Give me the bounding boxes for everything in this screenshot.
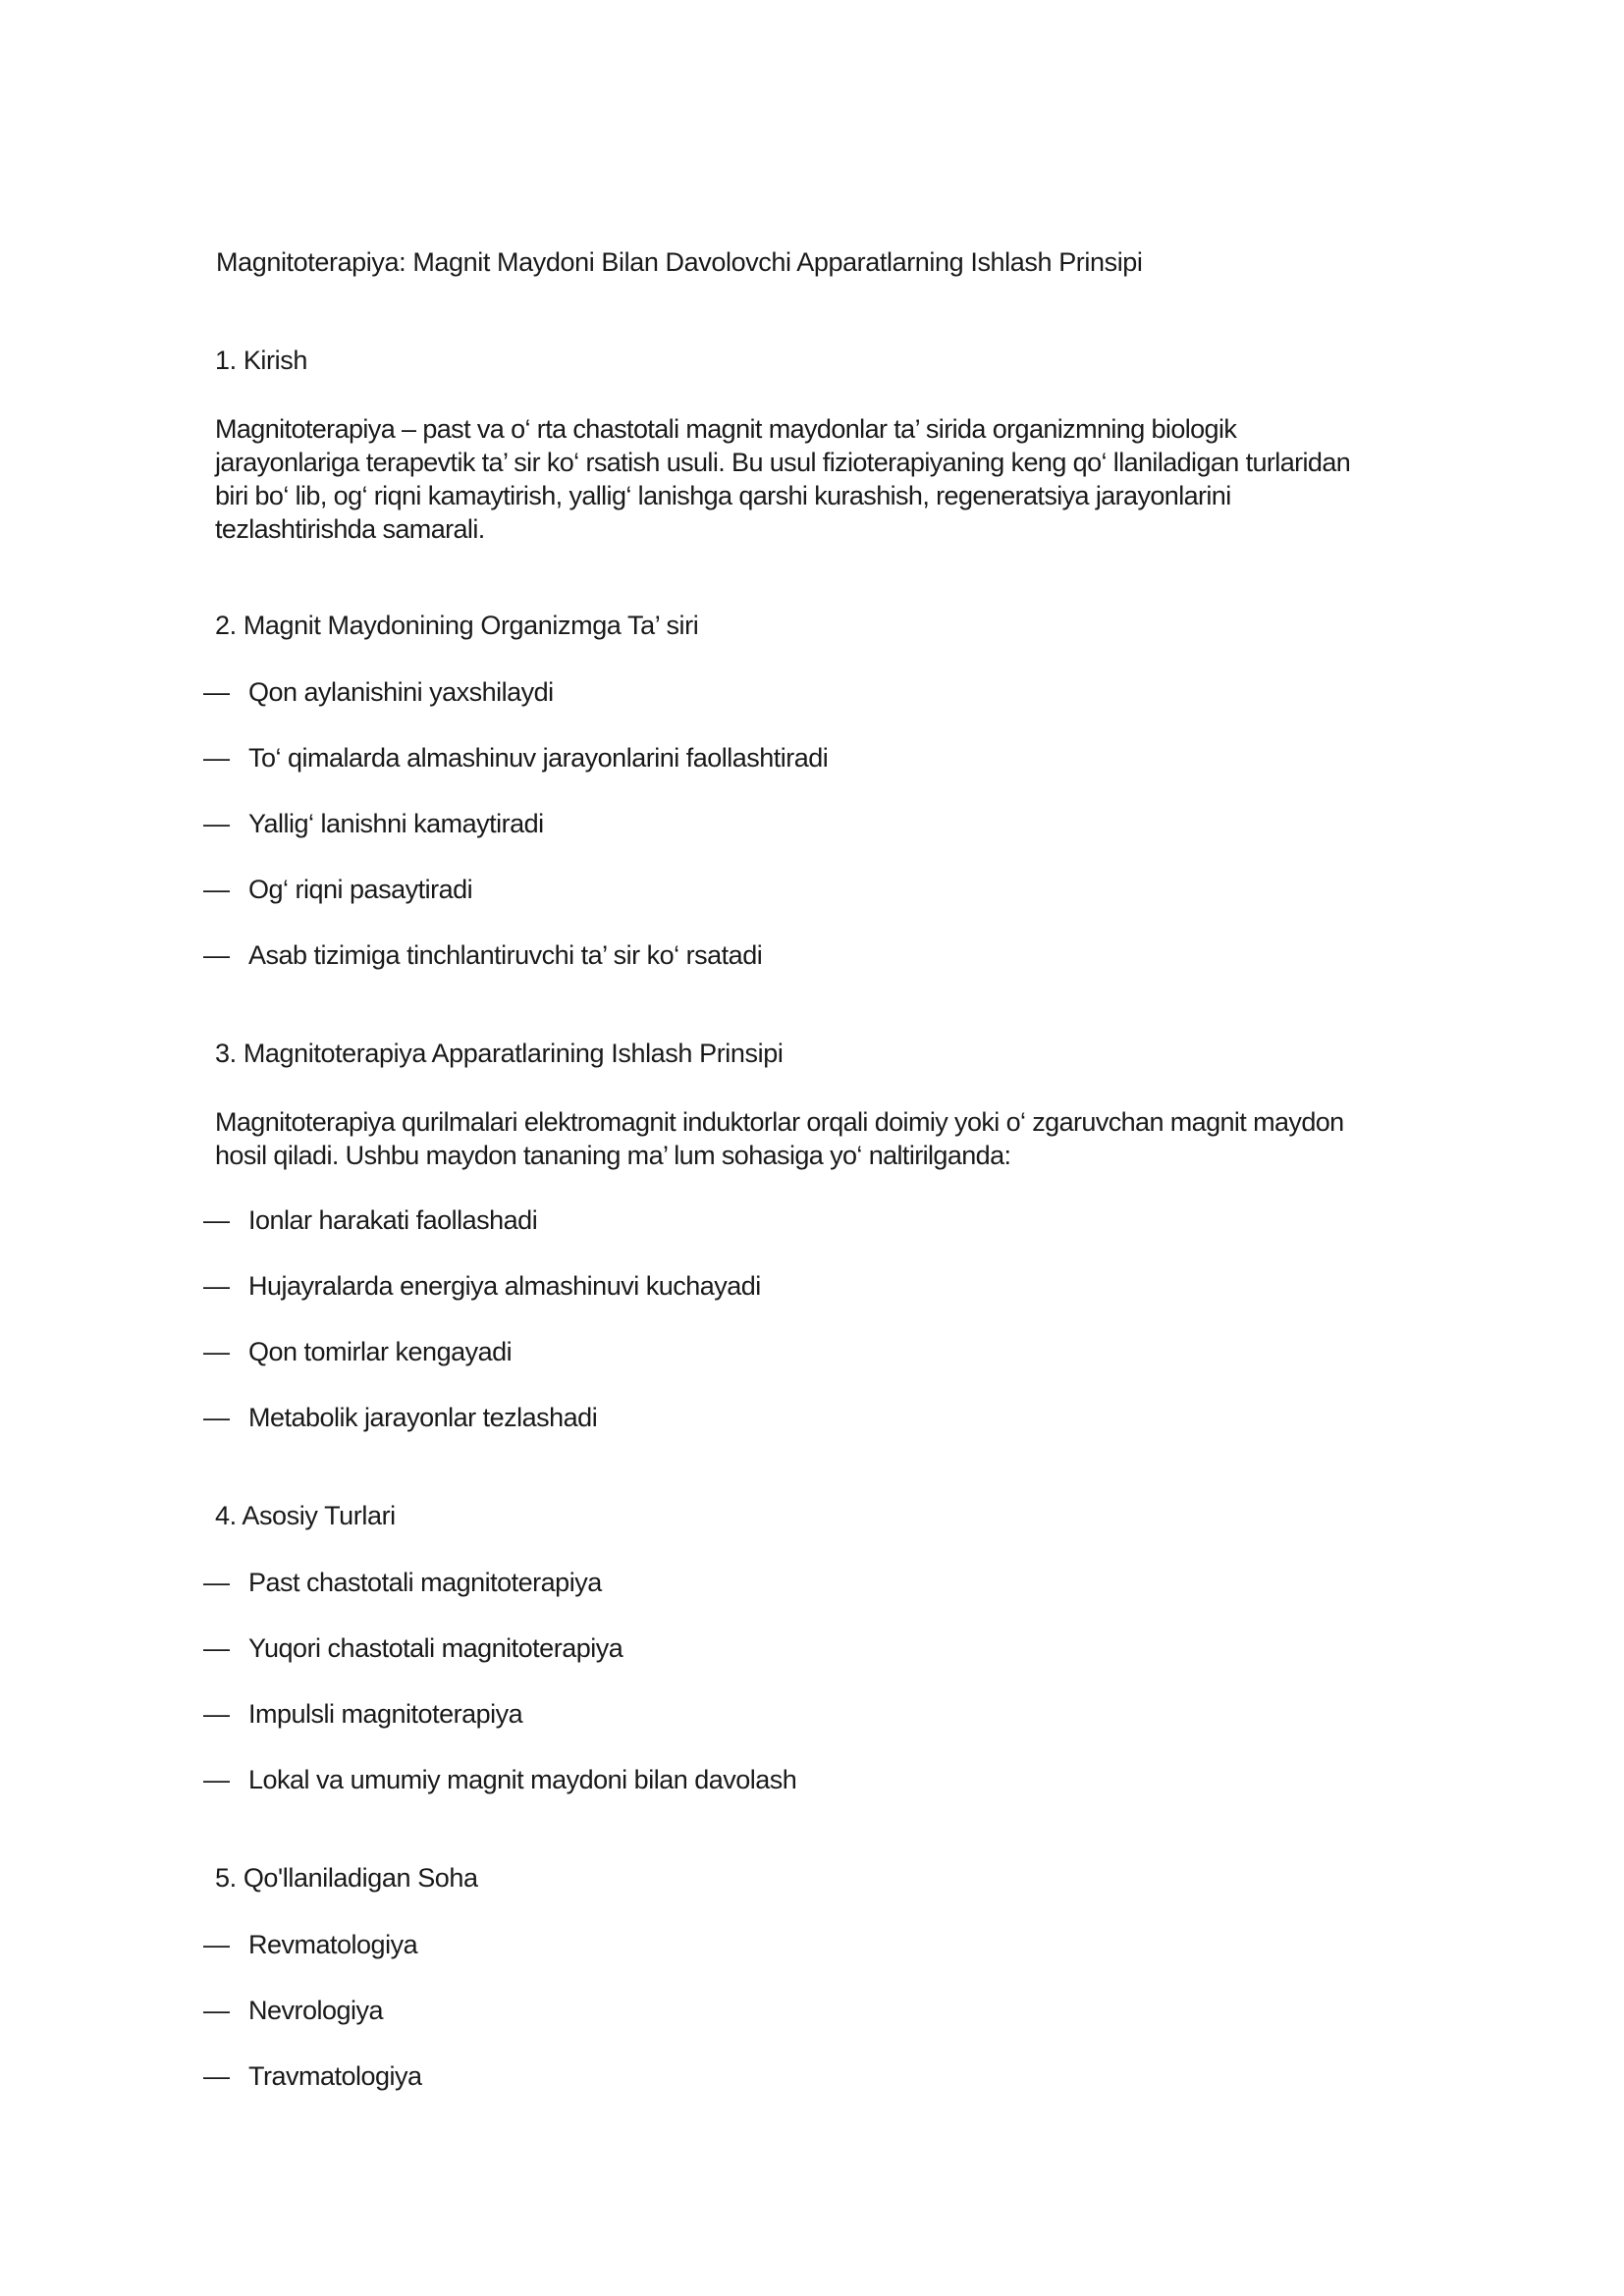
list-item-text: Lokal va umumiy magnit maydoni bilan davolash xyxy=(248,1765,797,1794)
list-item xyxy=(203,1765,796,1795)
list-item-text: Ionlar harakati faollashadi xyxy=(248,1205,538,1235)
list-item-text: Travmatologiya xyxy=(248,2061,422,2091)
list-item xyxy=(203,677,554,708)
document-title: Magnitoterapiya: Magnit Maydoni Bilan Davolovchi Apparatlarning Ishlash Prinsipi xyxy=(216,247,1143,277)
list-item xyxy=(203,1403,597,1433)
list-item-text: Revmatologiya xyxy=(248,1930,418,1959)
bullet-dash: — xyxy=(203,677,230,707)
paragraph-line: jarayonlariga terapevtik ta’ sir ko‘ rsatish usuli. Bu usul fizioterapiyaning keng qo‘ llaniladigan turlaridan xyxy=(215,448,1351,477)
section-paragraph xyxy=(215,412,1433,546)
bullet-dash: — xyxy=(203,1337,230,1366)
bullet-dash: — xyxy=(203,1403,230,1432)
bullet-dash: — xyxy=(203,809,230,838)
bullet-dash: — xyxy=(203,1271,230,1301)
paragraph-line: Magnitoterapiya – past va o‘ rta chastotali magnit maydonlar ta’ sirida organizmning biologik xyxy=(215,414,1237,444)
list-item-text: Metabolik jarayonlar tezlashadi xyxy=(248,1403,598,1432)
bullet-dash: — xyxy=(203,940,230,970)
paragraph-line: biri bo‘ lib, og‘ riqni kamaytirish, yallig‘ lanishga qarshi kurashish, regeneratsiya jarayonlarini xyxy=(215,481,1231,510)
bullet-dash: — xyxy=(203,1765,230,1794)
list-item-text: Asab tizimiga tinchlantiruvchi ta’ sir ko‘ rsatadi xyxy=(248,940,763,970)
list-item-text: To‘ qimalarda almashinuv jarayonlarini faollashtiradi xyxy=(248,743,829,773)
bullet-dash: — xyxy=(203,743,230,773)
list-item-text: Nevrologiya xyxy=(248,1996,384,2025)
list-item-text: Og‘ riqni pasaytiradi xyxy=(248,875,473,904)
list-item-text: Yuqori chastotali magnitoterapiya xyxy=(248,1633,623,1663)
paragraph-line: tezlashtirishda samarali. xyxy=(215,514,485,544)
paragraph-line: hosil qiladi. Ushbu maydon tananing ma’ lum sohasiga yo‘ naltirilganda: xyxy=(215,1141,1011,1170)
list-item xyxy=(203,743,828,774)
list-item xyxy=(203,1699,522,1730)
bullet-dash: — xyxy=(203,1996,230,2025)
list-item-text: Qon tomirlar kengayadi xyxy=(248,1337,513,1366)
section-paragraph xyxy=(215,1105,1433,1172)
paragraph-line: Magnitoterapiya qurilmalari elektromagnit induktorlar orqali doimiy yoki o‘ zgaruvchan magnit maydon xyxy=(215,1107,1344,1137)
section-heading: 5. Qo'llaniladigan Soha xyxy=(215,1863,478,1893)
bullet-dash: — xyxy=(203,1633,230,1663)
list-item-text: Past chastotali magnitoterapiya xyxy=(248,1568,602,1597)
bullet-dash: — xyxy=(203,2061,230,2091)
list-item-text: Yallig‘ lanishni kamaytiradi xyxy=(248,809,544,838)
bullet-dash: — xyxy=(203,1568,230,1597)
list-item xyxy=(203,2061,422,2092)
list-item xyxy=(203,1633,623,1664)
section-heading: 2. Magnit Maydonining Organizmga Ta’ siri xyxy=(215,611,699,640)
section-heading: 4. Asosiy Turlari xyxy=(215,1501,396,1530)
list-item xyxy=(203,940,762,971)
list-item-text: Hujayralarda energiya almashinuvi kuchayadi xyxy=(248,1271,761,1301)
list-item xyxy=(203,875,472,905)
bullet-dash: — xyxy=(203,875,230,904)
bullet-dash: — xyxy=(203,1205,230,1235)
section-heading: 1. Kirish xyxy=(215,346,307,375)
bullet-dash: — xyxy=(203,1699,230,1729)
list-item xyxy=(203,1205,537,1236)
list-item xyxy=(203,1271,761,1302)
list-item xyxy=(203,809,544,839)
section-heading: 3. Magnitoterapiya Apparatlarining Ishlash Prinsipi xyxy=(215,1039,784,1068)
list-item-text: Impulsli magnitoterapiya xyxy=(248,1699,523,1729)
list-item xyxy=(203,1996,383,2026)
list-item xyxy=(203,1337,512,1367)
list-item-text: Qon aylanishini yaxshilaydi xyxy=(248,677,554,707)
list-item xyxy=(203,1930,417,1960)
bullet-dash: — xyxy=(203,1930,230,1959)
list-item xyxy=(203,1568,602,1598)
